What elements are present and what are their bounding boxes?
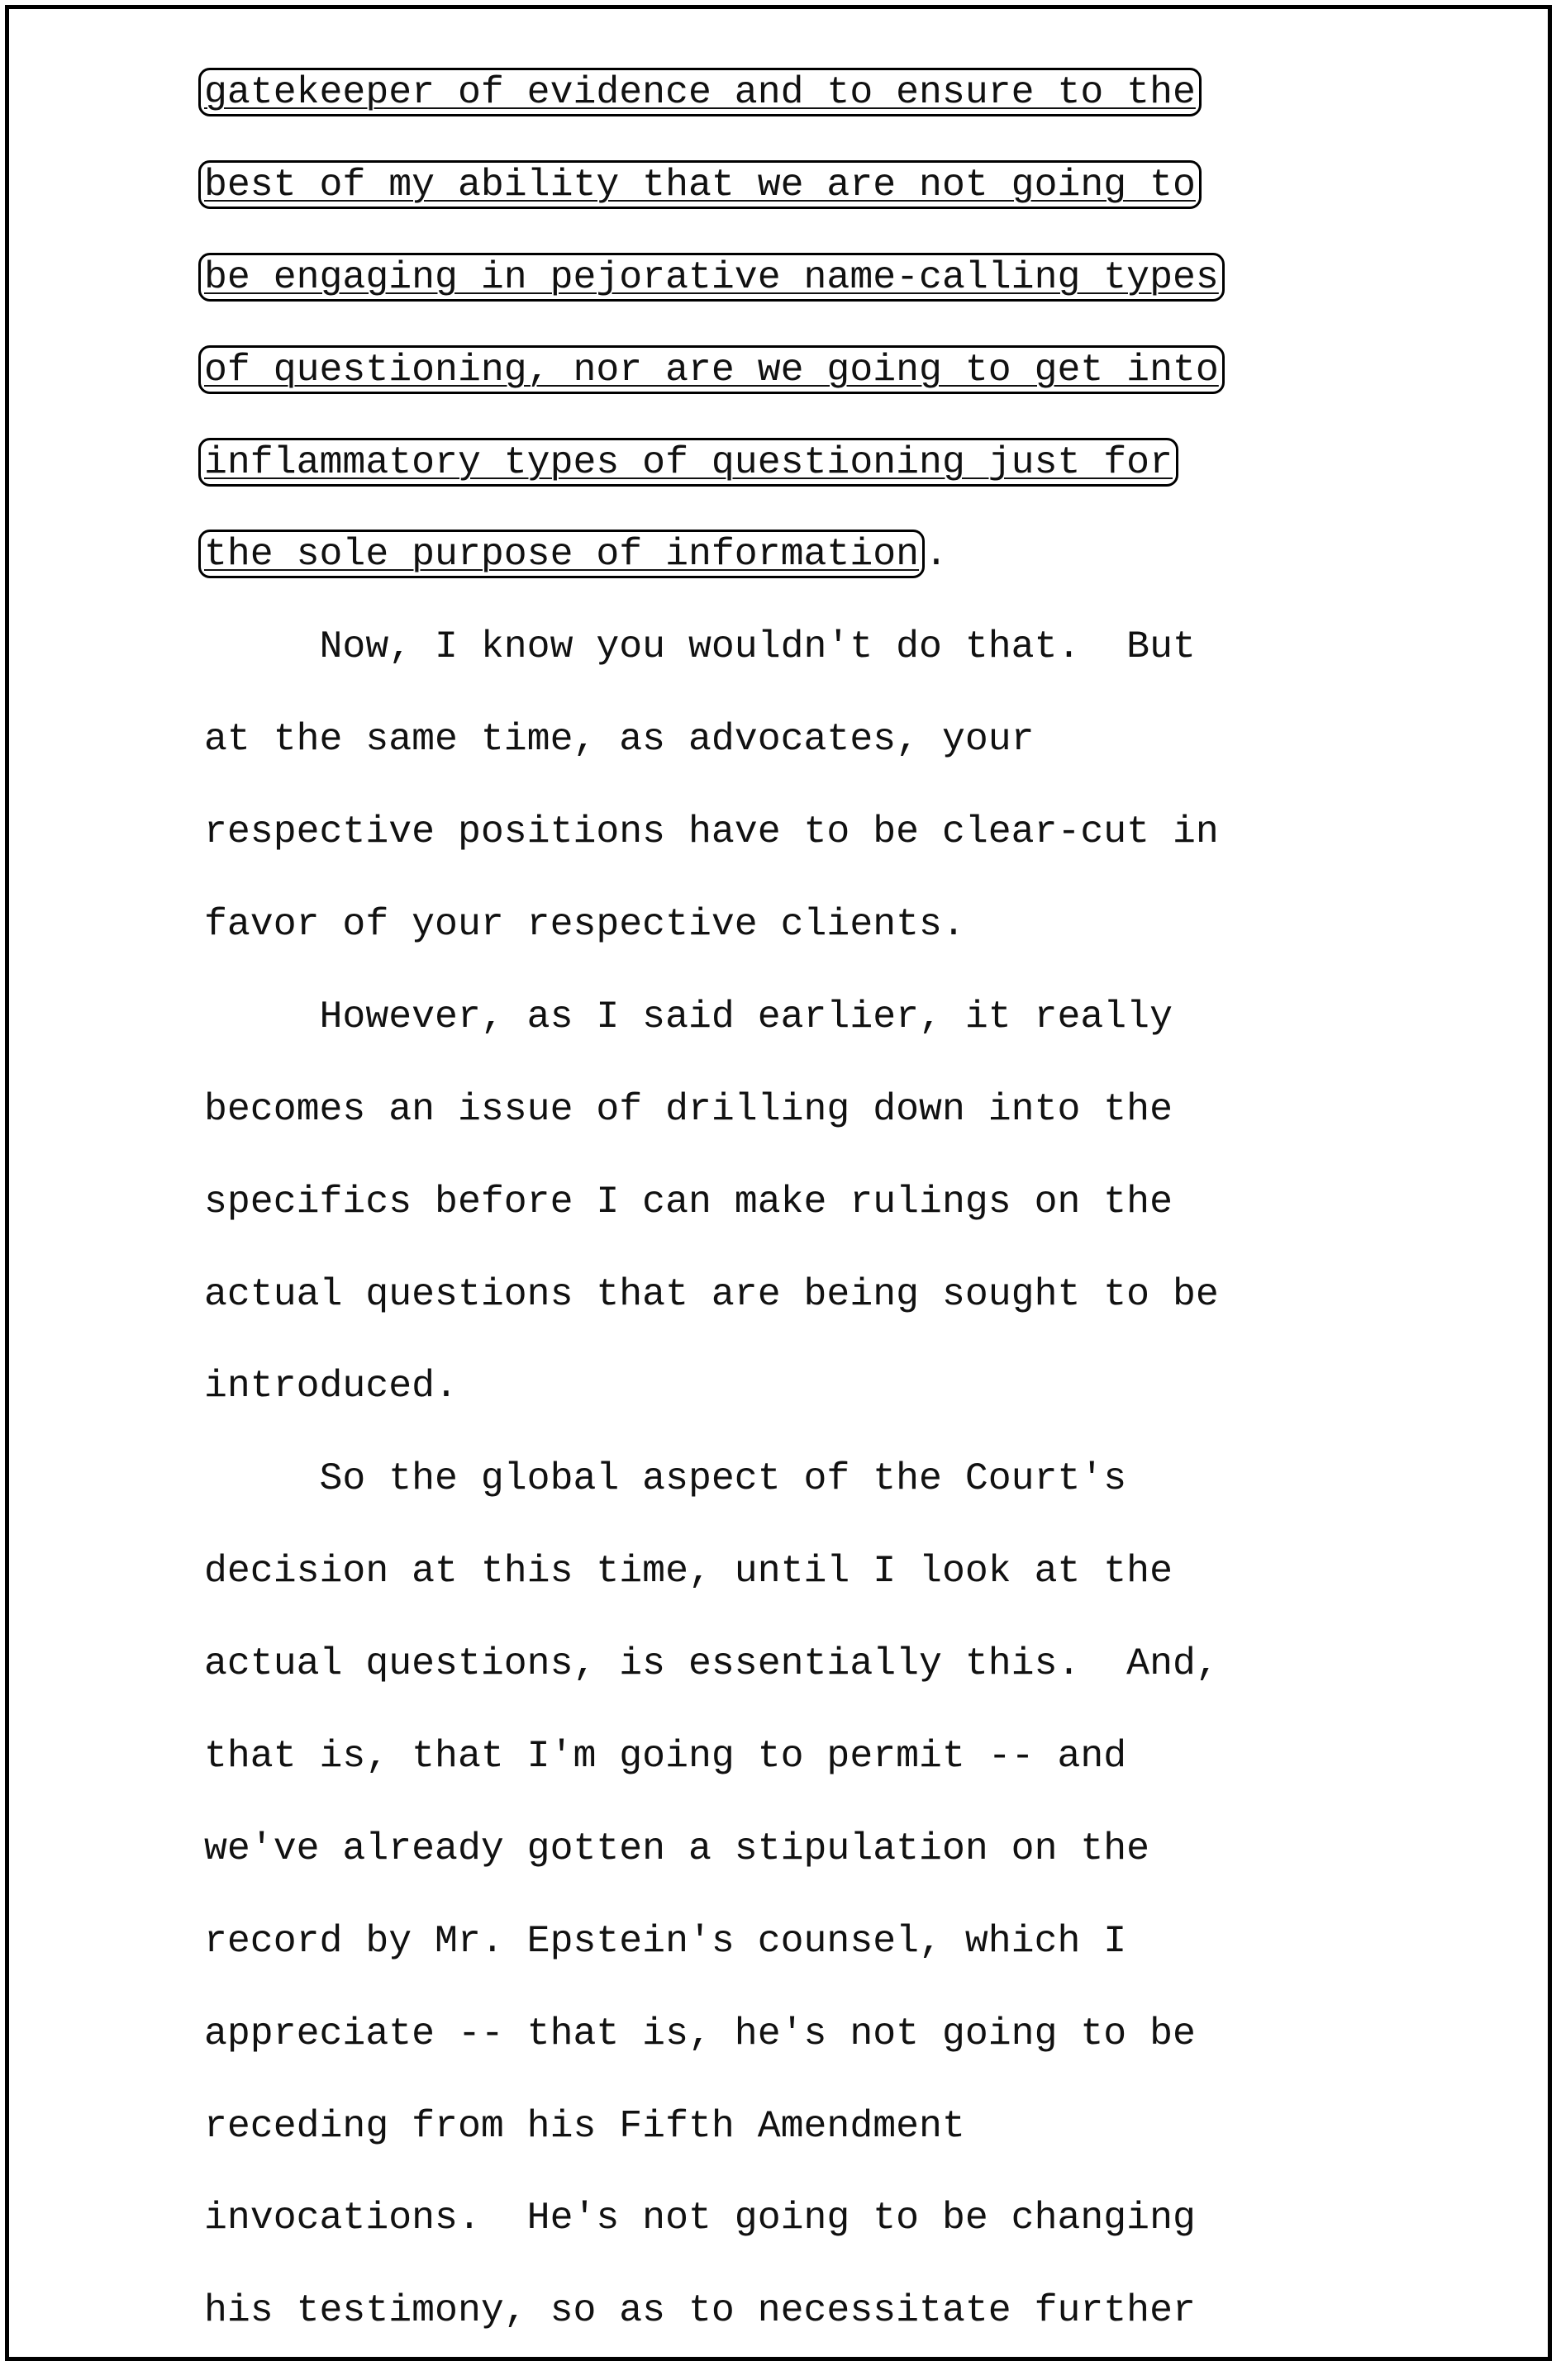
transcript-line [204,254,1361,347]
transcript-line: So the global aspect of the Court's [204,1456,1127,1501]
transcript-line [204,531,1361,624]
highlighted-text: gatekeeper of evidence and to ensure to the [198,68,1202,116]
transcript-line [204,439,1361,532]
transcript-line: actual questions that are being sought to be [204,1271,1219,1316]
highlighted-text: of questioning, nor are we going to get into [198,345,1225,394]
highlighted-text: best of my ability that we are not going to [198,160,1202,209]
transcript-line: that is, that I'm going to permit -- and [204,1734,1127,1779]
transcript-line: record by Mr. Epstein's counsel, which I [204,1918,1127,1963]
transcript-line: favor of your respective clients. [204,902,965,947]
transcript-line: specifics before I can make rulings on the [204,1179,1173,1223]
transcript-line: at the same time, as advocates, your [204,717,1035,762]
transcript-line: becomes an issue of drilling down into the [204,1086,1173,1131]
transcript-line: receding from his Fifth Amendment [204,2103,965,2148]
transcript-line: appreciate -- that is, he's not going to be [204,2011,1196,2055]
transcript-line: Now, I know you wouldn't do that. But [204,625,1196,669]
transcript-line: invocations. He's not going to be changing [204,2196,1196,2240]
highlighted-text: the sole purpose of information [198,530,925,578]
highlighted-text: be engaging in pejorative name-calling types [198,253,1225,302]
transcript-line: actual questions, is essentially this. And, [204,1641,1219,1686]
transcript-line: respective positions have to be clear-cut in [204,810,1219,854]
transcript-line: we've already gotten a stipulation on the [204,1826,1150,1870]
transcript-line: introduced. [204,1364,458,1409]
transcript-line: However, as I said earlier, it really [204,994,1173,1038]
sentence-period: . [925,532,948,577]
transcript-line: his testimony, so as to necessitate further [204,2288,1196,2333]
transcript-body [204,69,1361,2380]
transcript-line [204,69,1361,162]
transcript-line [204,347,1361,439]
transcript-line: decision at this time, until I look at the [204,1549,1173,1594]
highlighted-text: inflammatory types of questioning just for [198,438,1178,487]
transcript-line [204,162,1361,254]
